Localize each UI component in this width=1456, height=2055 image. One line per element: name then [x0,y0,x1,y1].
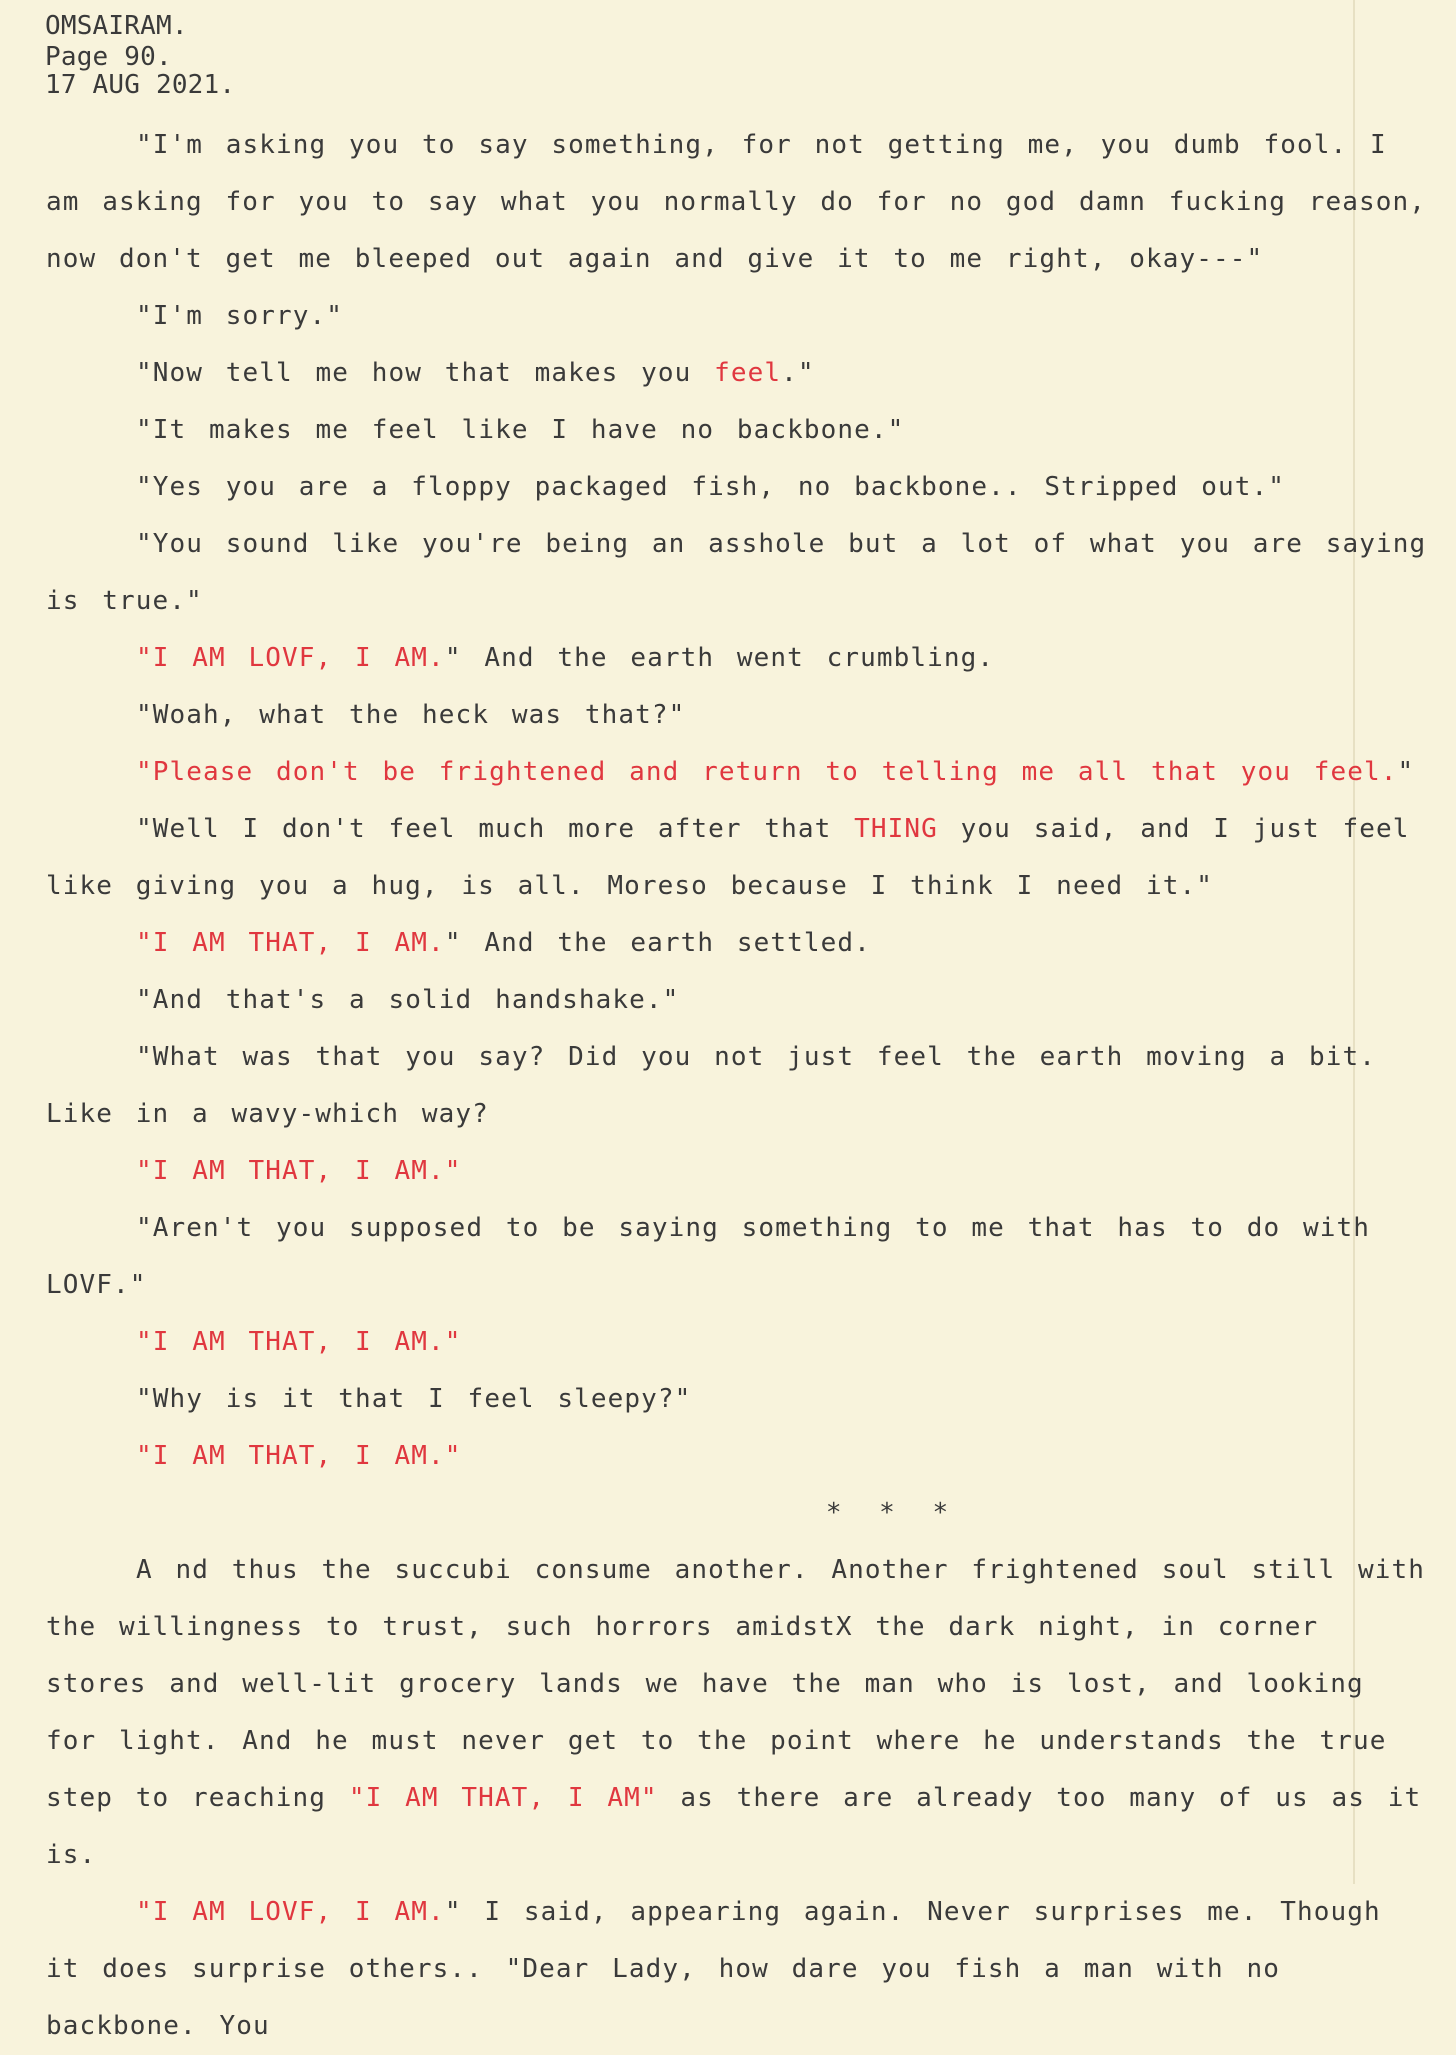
paragraph-2: "I'm sorry." [136,301,344,331]
paragraph-20 [46,1884,1436,2055]
paragraph-8: "Woah, what the heck was that?" [136,700,686,730]
red-text-run: "I AM THAT, I AM. [136,928,445,958]
red-text-run: "I AM THAT, I AM" [348,1783,658,1813]
red-text-run: "Please don't be frightened and return to telling me all that you feel. [136,757,1398,787]
paragraph-5: "Yes you are a floppy packaged fish, no backbone.. Stripped out." [136,472,1285,502]
text-run: " I said, appearing again. Never surprises me. Though it does surprise others.. "Dear Lady, how dare you fish a man with no backbone. You [46,1897,1381,2041]
text-run: " And the earth settled. [444,928,871,958]
paragraph-16: "I AM THAT, I AM." [136,1327,462,1357]
paragraph-19 [46,1542,1436,1884]
red-text-run: THING [854,814,938,844]
red-text-run: feel [714,358,782,388]
page-body [46,117,1436,2055]
paragraph-7 [46,630,1436,687]
text-run: "Now tell me how that makes you [136,358,715,388]
red-text-run: "I AM LOVF, I AM. [136,1897,445,1927]
paragraph-14: "I AM THAT, I AM." [136,1156,462,1186]
section-separator: * * * [825,1498,957,1528]
paragraph-1: "I'm asking you to say something, for not getting me, you dumb fool. I am asking for you to say what you normally do for no god damn fucking reason, now don't get me bleeped out again and give it to me right, okay---" [46,130,1427,274]
paragraph-11 [46,915,1436,972]
header-date: 17 AUG 2021. [45,70,236,100]
paragraph-4: "It makes me feel like I have no backbone." [136,415,905,445]
paragraph-12: "And that's a solid handshake." [136,985,680,1015]
text-run: you said, and I just feel like giving you a hug, is all. Moreso because I think I need it." [46,814,1410,901]
paragraph-18: "I AM THAT, I AM." [136,1441,462,1471]
text-run: ." [781,358,815,388]
paragraph-13: "What was that you say? Did you not just feel the earth moving a bit. Like in a wavy-which way? [46,1042,1376,1129]
text-run: "Well I don't feel much more after that [136,814,855,844]
text-run: as there are already too many of us as it is. [46,1783,1422,1870]
text-run: A nd thus the succubi consume another. Another frightened soul still with the willingness to trust, such horrors amidstX the dark night, in corner stores and well-lit grocery lands we have the man who is lost, and looking for light. And he must never get to the point where he understands the true step to reaching [46,1555,1425,1813]
red-text-run: "I AM LOVF, I AM. [136,643,445,673]
paragraph-6: "You sound like you're being an asshole but a lot of what you are saying is true." [46,529,1427,616]
text-run: " [1397,757,1415,787]
header-title: OMSAIRAM. [45,11,188,41]
paragraph-17: "Why is it that I feel sleepy?" [136,1384,692,1414]
paragraph-9 [46,744,1436,801]
paragraph-10 [46,801,1436,915]
paragraph-3 [46,345,1436,402]
paragraph-15: "Aren't you supposed to be saying something to me that has to do with LOVF." [46,1213,1370,1300]
text-run: " And the earth went crumbling. [444,643,995,673]
header-page-number: Page 90. [45,42,172,72]
